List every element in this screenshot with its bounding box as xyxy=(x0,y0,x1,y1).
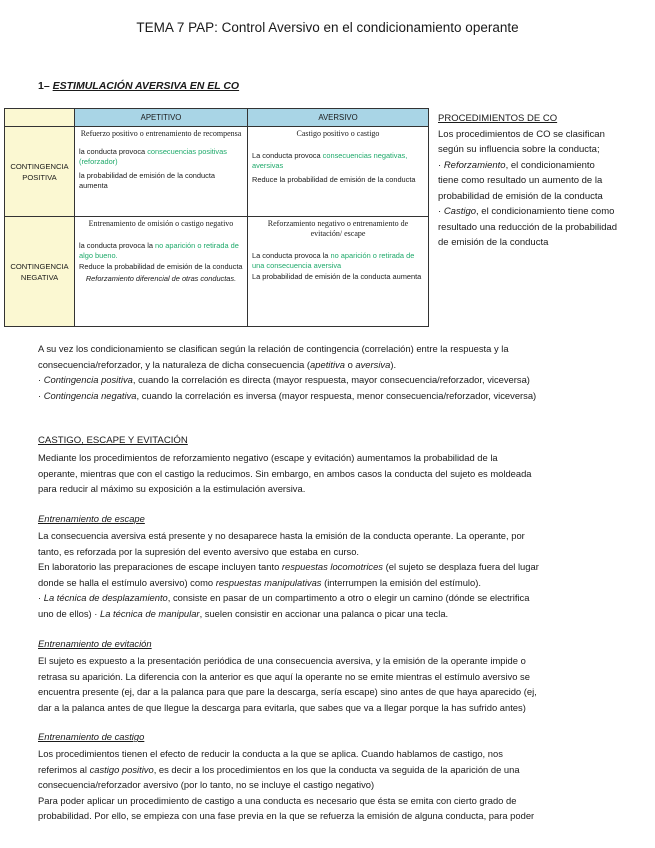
text-line: A su vez los condicionamiento se clasifican según la relación de contingencia (correlación) entre la respuesta y la xyxy=(38,343,509,354)
cell-refuerzo-positivo xyxy=(75,127,248,217)
procedimientos-box xyxy=(438,111,618,251)
cell-line: La conducta provoca la no aparición o retirada de una consecuencia aversiva xyxy=(252,251,415,270)
row-label: CONTINGENCIA xyxy=(10,161,69,171)
text-line: encuentra presente (ej, dar a la palanca para que pare la descarga, sería escape) sino antes de que haya aparecido (ej, xyxy=(38,686,537,698)
escape-paragraph xyxy=(38,528,539,622)
row-header-positiva xyxy=(5,127,75,217)
row-label: POSITIVA xyxy=(22,172,57,182)
cell-line: Reforzamiento diferencial de otras conductas. xyxy=(85,273,237,283)
relation-paragraph xyxy=(38,341,536,403)
text-line: retrasa su aparición. La diferencia con la anterior es que aquí la operante no se emite mientras el estímulo aversivo se xyxy=(38,670,530,682)
cell-omision xyxy=(75,217,248,327)
header-aversivo: AVERSIVO xyxy=(248,109,429,127)
cell-line: la conducta provoca consecuencias positivas (reforzador) xyxy=(79,147,227,166)
cell-line: La probabilidad de emisión de la conducta aumenta xyxy=(252,272,422,281)
cell-line: la probabilidad de emisión de la conducta aumenta xyxy=(79,171,215,190)
text-line: En laboratorio las preparaciones de escape incluyen tanto respuestas locomotrices (el sujeto se desplaza fuera del lugar xyxy=(38,561,539,573)
text-line: · Contingencia positiva, cuando la correlación es directa (mayor respuesta, mayor consecuencia/reforzador, viceversa) xyxy=(38,374,530,386)
text-line: para reducir al máximo su exposición a la estimulación aversiva. xyxy=(38,483,306,495)
cell-heading: Castigo positivo o castigo xyxy=(296,129,380,138)
header-apetitivo: APETITIVO xyxy=(75,109,248,127)
cell-line: La conducta provoca consecuencias negativas, aversivas xyxy=(252,151,408,170)
text-line: · La técnica de desplazamiento, consiste en pasar de un compartimento a otro o elegir un camino (dónde se electrifica xyxy=(38,592,530,604)
section-heading xyxy=(38,80,239,92)
castigo-paragraph xyxy=(38,746,534,824)
cell-line: Reduce la probabilidad de emisión de la conducta xyxy=(79,262,243,271)
text-line: dar a la palanca antes de que llegue la descarga para evitarla, que sabes que va a llegar porque la has sufrido antes) xyxy=(38,701,526,713)
text-line: Para poder aplicar un procedimiento de castigo a una conducta es necesario que ésta se emita con cierto grado de xyxy=(38,794,517,806)
text-line: El sujeto es expuesto a la presentación periódica de una consecuencia aversiva, y la emisión de la operante impide o xyxy=(38,655,526,666)
row-header-negativa xyxy=(5,217,75,327)
cell-line: Reduce la probabilidad de emisión de la conducta xyxy=(252,175,416,184)
text-line: referimos al castigo positivo, es decir a los procedimientos en los que la conducta va seguida de la aparición de una xyxy=(38,763,520,775)
text-line: · Contingencia negativa, cuando la correlación es inversa (mayor respuesta, menor consecuencia/reforzador, viceversa) xyxy=(38,389,537,401)
text-line: Los procedimientos tienen el efecto de reducir la conducta a la que se aplica. Cuando hablamos de castigo, nos xyxy=(38,748,503,759)
castigo-intro-paragraph xyxy=(38,450,532,497)
text-line: consecuencia/reforzador aversivo (por lo tanto, no se incluye el castigo negativo) xyxy=(38,779,375,791)
text-line: Mediante los procedimientos de reforzamiento negativo (escape y evitación) aumentamos la probabilidad de la xyxy=(38,452,498,463)
procedimientos-castigo: · Castigo, el condicionamiento tiene como resultado una reducción de la probabilidad de emisión de la conducta xyxy=(438,206,618,248)
text-line: consecuencia/reforzador, y la naturaleza de dicha consecuencia (apetitiva o aversiva). xyxy=(38,358,397,370)
text-line: La consecuencia aversiva está presente y no desaparece hasta la emisión de la conducta operante. La operante, por xyxy=(38,530,525,541)
table-corner xyxy=(5,109,75,127)
procedimientos-heading: PROCEDIMIENTOS DE CO xyxy=(438,113,558,124)
procedimientos-intro: Los procedimientos de CO se clasifican según su influencia sobre la conducta; xyxy=(438,128,605,155)
escape-heading: Entrenamiento de escape xyxy=(38,513,145,524)
evitacion-heading: Entrenamiento de evitación xyxy=(38,638,152,649)
contingency-table xyxy=(4,108,429,327)
text-line: donde se halla el estímulo aversivo) como respuestas manipulativas (interrumpen la emisión del estímulo). xyxy=(38,576,481,588)
cell-castigo-positivo xyxy=(248,127,429,217)
text-line: tanto, es reforzada por la supresión del evento aversivo que estaba en curso. xyxy=(38,545,360,557)
page-title: TEMA 7 PAP: Control Aversivo en el condicionamiento operante xyxy=(136,20,519,35)
castigo-escape-heading: CASTIGO, ESCAPE Y EVITACIÓN xyxy=(38,435,188,446)
text-line: uno de ellos) · La técnica de manipular, suelen consistir en accionar una palanca o picar una tecla. xyxy=(38,607,449,619)
cell-reforzamiento-negativo xyxy=(248,217,429,327)
row-label: CONTINGENCIA xyxy=(10,261,69,271)
cell-heading: Reforzamiento negativo o entrenamiento de evitación/ escape xyxy=(267,219,409,238)
text-line: operante, mientras que con el castigo la reducimos. Sin embargo, en ambos casos la conducta del sujeto es moldeada xyxy=(38,467,532,479)
section-label: ESTIMULACIÓN AVERSIVA EN EL CO xyxy=(52,80,240,92)
row-label: NEGATIVA xyxy=(20,272,59,282)
procedimientos-reforzamiento: · Reforzamiento, el condicionamiento tiene como resultado un aumento de la probabilidad de emisión de la conducta xyxy=(438,159,603,202)
cell-heading: Refuerzo positivo o entrenamiento de recompensa xyxy=(80,129,242,138)
evitacion-paragraph xyxy=(38,653,537,715)
text-line: probabilidad. Por ello, se empieza con una fase previa en la que se refuerza la emisión de alguna conducta, para poder xyxy=(38,810,535,822)
cell-heading: Entrenamiento de omisión o castigo negativo xyxy=(88,219,234,228)
cell-line: la conducta provoca la no aparición o retirada de algo bueno. xyxy=(79,241,239,260)
castigo-heading: Entrenamiento de castigo xyxy=(38,731,145,742)
section-number: 1– xyxy=(38,80,53,92)
